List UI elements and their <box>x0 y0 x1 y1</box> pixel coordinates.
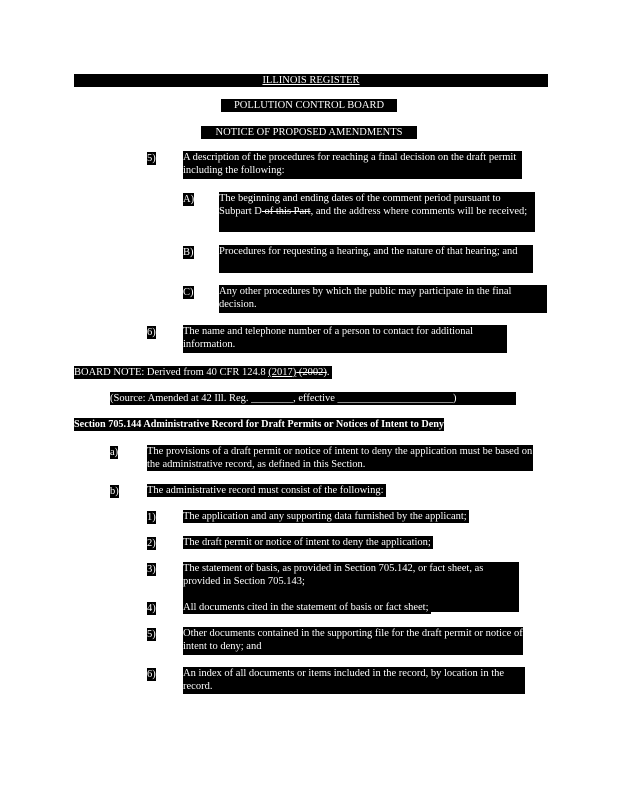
item-5c-label: C) <box>183 287 194 298</box>
notice-header <box>201 126 417 139</box>
item-b6-label: 6) <box>147 669 156 680</box>
section-b-label: b) <box>110 486 119 497</box>
item-b3-text: The statement of basis, as provided in Section 705.142, or fact sheet, as provided in Section 705.143; <box>183 562 519 612</box>
item-b4-label: 4) <box>147 603 156 614</box>
section-a-text: The provisions of a draft permit or notice of intent to deny the application must be based on the administrative record, as defined in this Section. <box>147 446 533 470</box>
item-5b-label: B) <box>183 247 194 258</box>
register-header <box>74 74 548 87</box>
item-b6-text: An index of all documents or items included in the record, by location in the record. <box>183 667 525 694</box>
item-b1-label: 1) <box>147 512 156 523</box>
item-5a-text: The beginning and ending dates of the comment period pursuant to Subpart D of this Part, and the address where comments will be received; <box>219 192 535 232</box>
item-b2-text: The draft permit or notice of intent to deny the application; <box>183 537 431 548</box>
item-b3-label: 3) <box>147 564 156 575</box>
item-5-text: A description of the procedures for reaching a final decision on the draft permit including the following: <box>183 151 522 179</box>
item-b1-text: The application and any supporting data furnished by the applicant; <box>183 511 467 522</box>
section-heading: Section 705.144 Administrative Record for Draft Permits or Notices of Intent to Deny <box>74 419 444 430</box>
item-b2-label: 2) <box>147 538 156 549</box>
item-b5-label: 5) <box>147 629 156 640</box>
board-note: BOARD NOTE: Derived from 40 CFR 124.8 (2017) (2002). <box>74 367 330 378</box>
item-5a-label: A) <box>183 194 195 205</box>
item-5-label: 5) <box>147 153 156 164</box>
item-b5-text: Other documents contained in the supporting file for the draft permit or notice of intent to deny; and <box>183 627 523 655</box>
item-b4-text: All documents cited in the statement of basis or fact sheet; <box>183 602 429 613</box>
section-b-text: The administrative record must consist of the following: <box>147 485 384 496</box>
section-a-label: a) <box>110 447 119 458</box>
item-6-label: 6) <box>147 327 156 338</box>
item-5c-text: Any other procedures by which the public may participate in the final decision. <box>219 285 547 313</box>
notice-title: NOTICE OF PROPOSED AMENDMENTS <box>215 127 403 138</box>
item-6-text: The name and telephone number of a person to contact for additional information. <box>183 325 507 353</box>
source-line: (Source: Amended at 42 Ill. Reg. ________, effective ______________________) <box>110 392 516 405</box>
item-5b-text: Procedures for requesting a hearing, and the nature of that hearing; and <box>219 245 533 273</box>
board-header <box>221 99 397 112</box>
board-title: POLLUTION CONTROL BOARD <box>233 100 385 111</box>
register-title: ILLINOIS REGISTER <box>262 75 360 86</box>
